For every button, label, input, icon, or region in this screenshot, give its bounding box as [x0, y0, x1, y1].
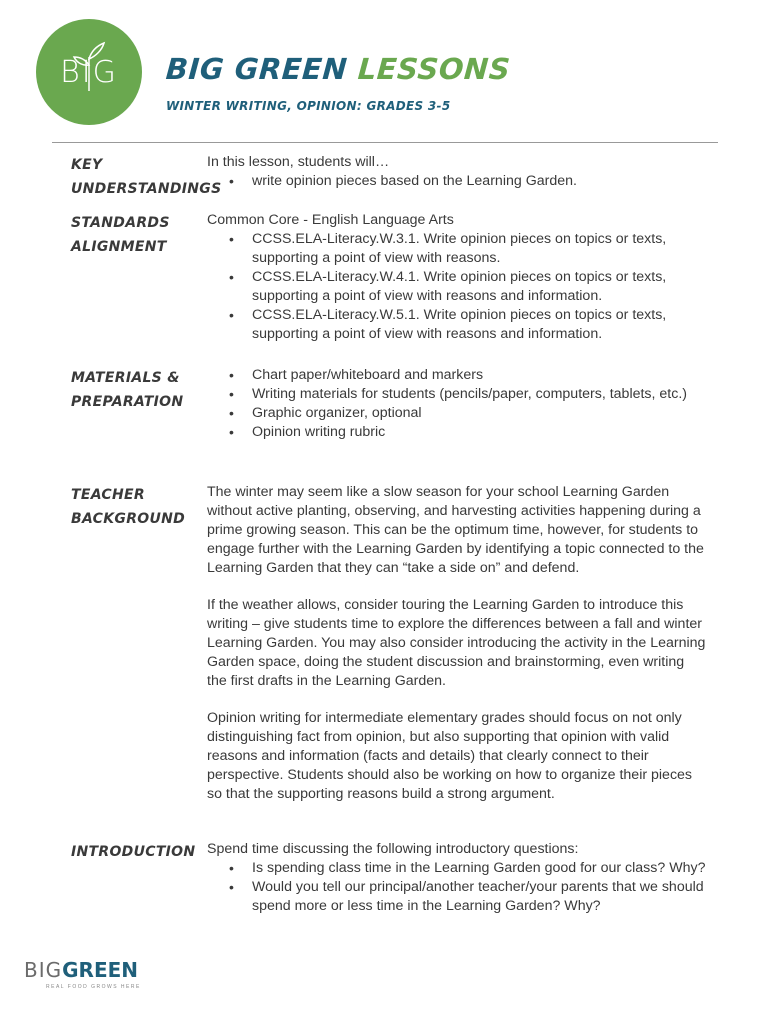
- section-label: STANDARDS ALIGNMENT: [71, 215, 170, 255]
- list-item: • Opinion writing rubric: [252, 423, 707, 442]
- paragraph: Opinion writing for intermediate elementary grades should focus on not only distinguishing fact from opinion, but also supporting that opinion with valid reasons and information (facts and details) that clearly connect to their perspective. Students should also be working on how to organize their pieces so that the supporting reasons build a strong argument.: [207, 710, 693, 802]
- title-part-1: BIG GREEN: [164, 52, 349, 86]
- logo-text: BIG: [60, 55, 118, 90]
- bullet-list: [207, 230, 707, 344]
- page-subtitle: WINTER WRITING, OPINION: GRADES 3-5: [166, 99, 451, 113]
- bullet-list: [207, 172, 707, 191]
- section-content: [207, 483, 707, 822]
- section-label: INTRODUCTION: [71, 844, 196, 860]
- header-divider: [52, 142, 718, 143]
- list-item: • Writing materials for students (pencils/paper, computers, tablets, etc.): [252, 385, 707, 404]
- footer-logo: [24, 958, 141, 990]
- title-part-2: LESSONS: [356, 52, 512, 86]
- section-content: [207, 153, 707, 191]
- paragraph: If the weather allows, consider touring the Learning Garden to introduce this writing – give students time to explore the differences between a fall and winter Learning Garden. You may also consider introducing the activity in the Learning Garden space, doing the student discussion and brainstorming, even writing the first drafts in the Learning Garden.: [207, 597, 706, 689]
- big-green-logo: [36, 19, 142, 125]
- list-item: • Graphic organizer, optional: [252, 404, 707, 423]
- footer-tagline: REAL FOOD GROWS HERE: [46, 984, 141, 990]
- section-intro: Common Core - English Language Arts: [207, 212, 454, 228]
- section-label: TEACHER BACKGROUND: [71, 487, 186, 527]
- section-content: [207, 840, 707, 916]
- list-item: • CCSS.ELA-Literacy.W.5.1. Write opinion pieces on topics or texts, supporting a point of view with reasons and information.: [252, 306, 707, 344]
- section-label: MATERIALS & PREPARATION: [71, 370, 184, 410]
- bullet-list: [207, 859, 707, 916]
- footer-logo-big: BIG: [24, 958, 63, 982]
- section-content: [207, 211, 707, 344]
- section-intro: Spend time discussing the following introductory questions:: [207, 841, 579, 857]
- list-item: • Is spending class time in the Learning Garden good for our class? Why?: [252, 859, 707, 878]
- section-label: KEY UNDERSTANDINGS: [71, 157, 222, 197]
- section-intro: In this lesson, students will…: [207, 154, 390, 170]
- footer-logo-green: GREEN: [62, 958, 139, 982]
- paragraph: The winter may seem like a slow season for your school Learning Garden without active planting, observing, and harvesting activities happening during a prime growing season. This can be the optimum time, however, for students to engage further with the Learning Garden by identifying a topic connected to the Learning Garden that they can “take a side on” and defend.: [207, 484, 704, 576]
- list-item: • write opinion pieces based on the Learning Garden.: [252, 172, 707, 191]
- list-item: • CCSS.ELA-Literacy.W.4.1. Write opinion pieces on topics or texts, supporting a point of view with reasons and information.: [252, 268, 707, 306]
- list-item: • Would you tell our principal/another teacher/your parents that we should spend more or less time in the Learning Garden? Why?: [252, 878, 707, 916]
- section-content: [207, 366, 707, 442]
- list-item: • Chart paper/whiteboard and markers: [252, 366, 707, 385]
- list-item: • CCSS.ELA-Literacy.W.3.1. Write opinion pieces on topics or texts, supporting a point of view with reasons.: [252, 230, 707, 268]
- bullet-list: [207, 366, 707, 442]
- page-title: [165, 52, 512, 86]
